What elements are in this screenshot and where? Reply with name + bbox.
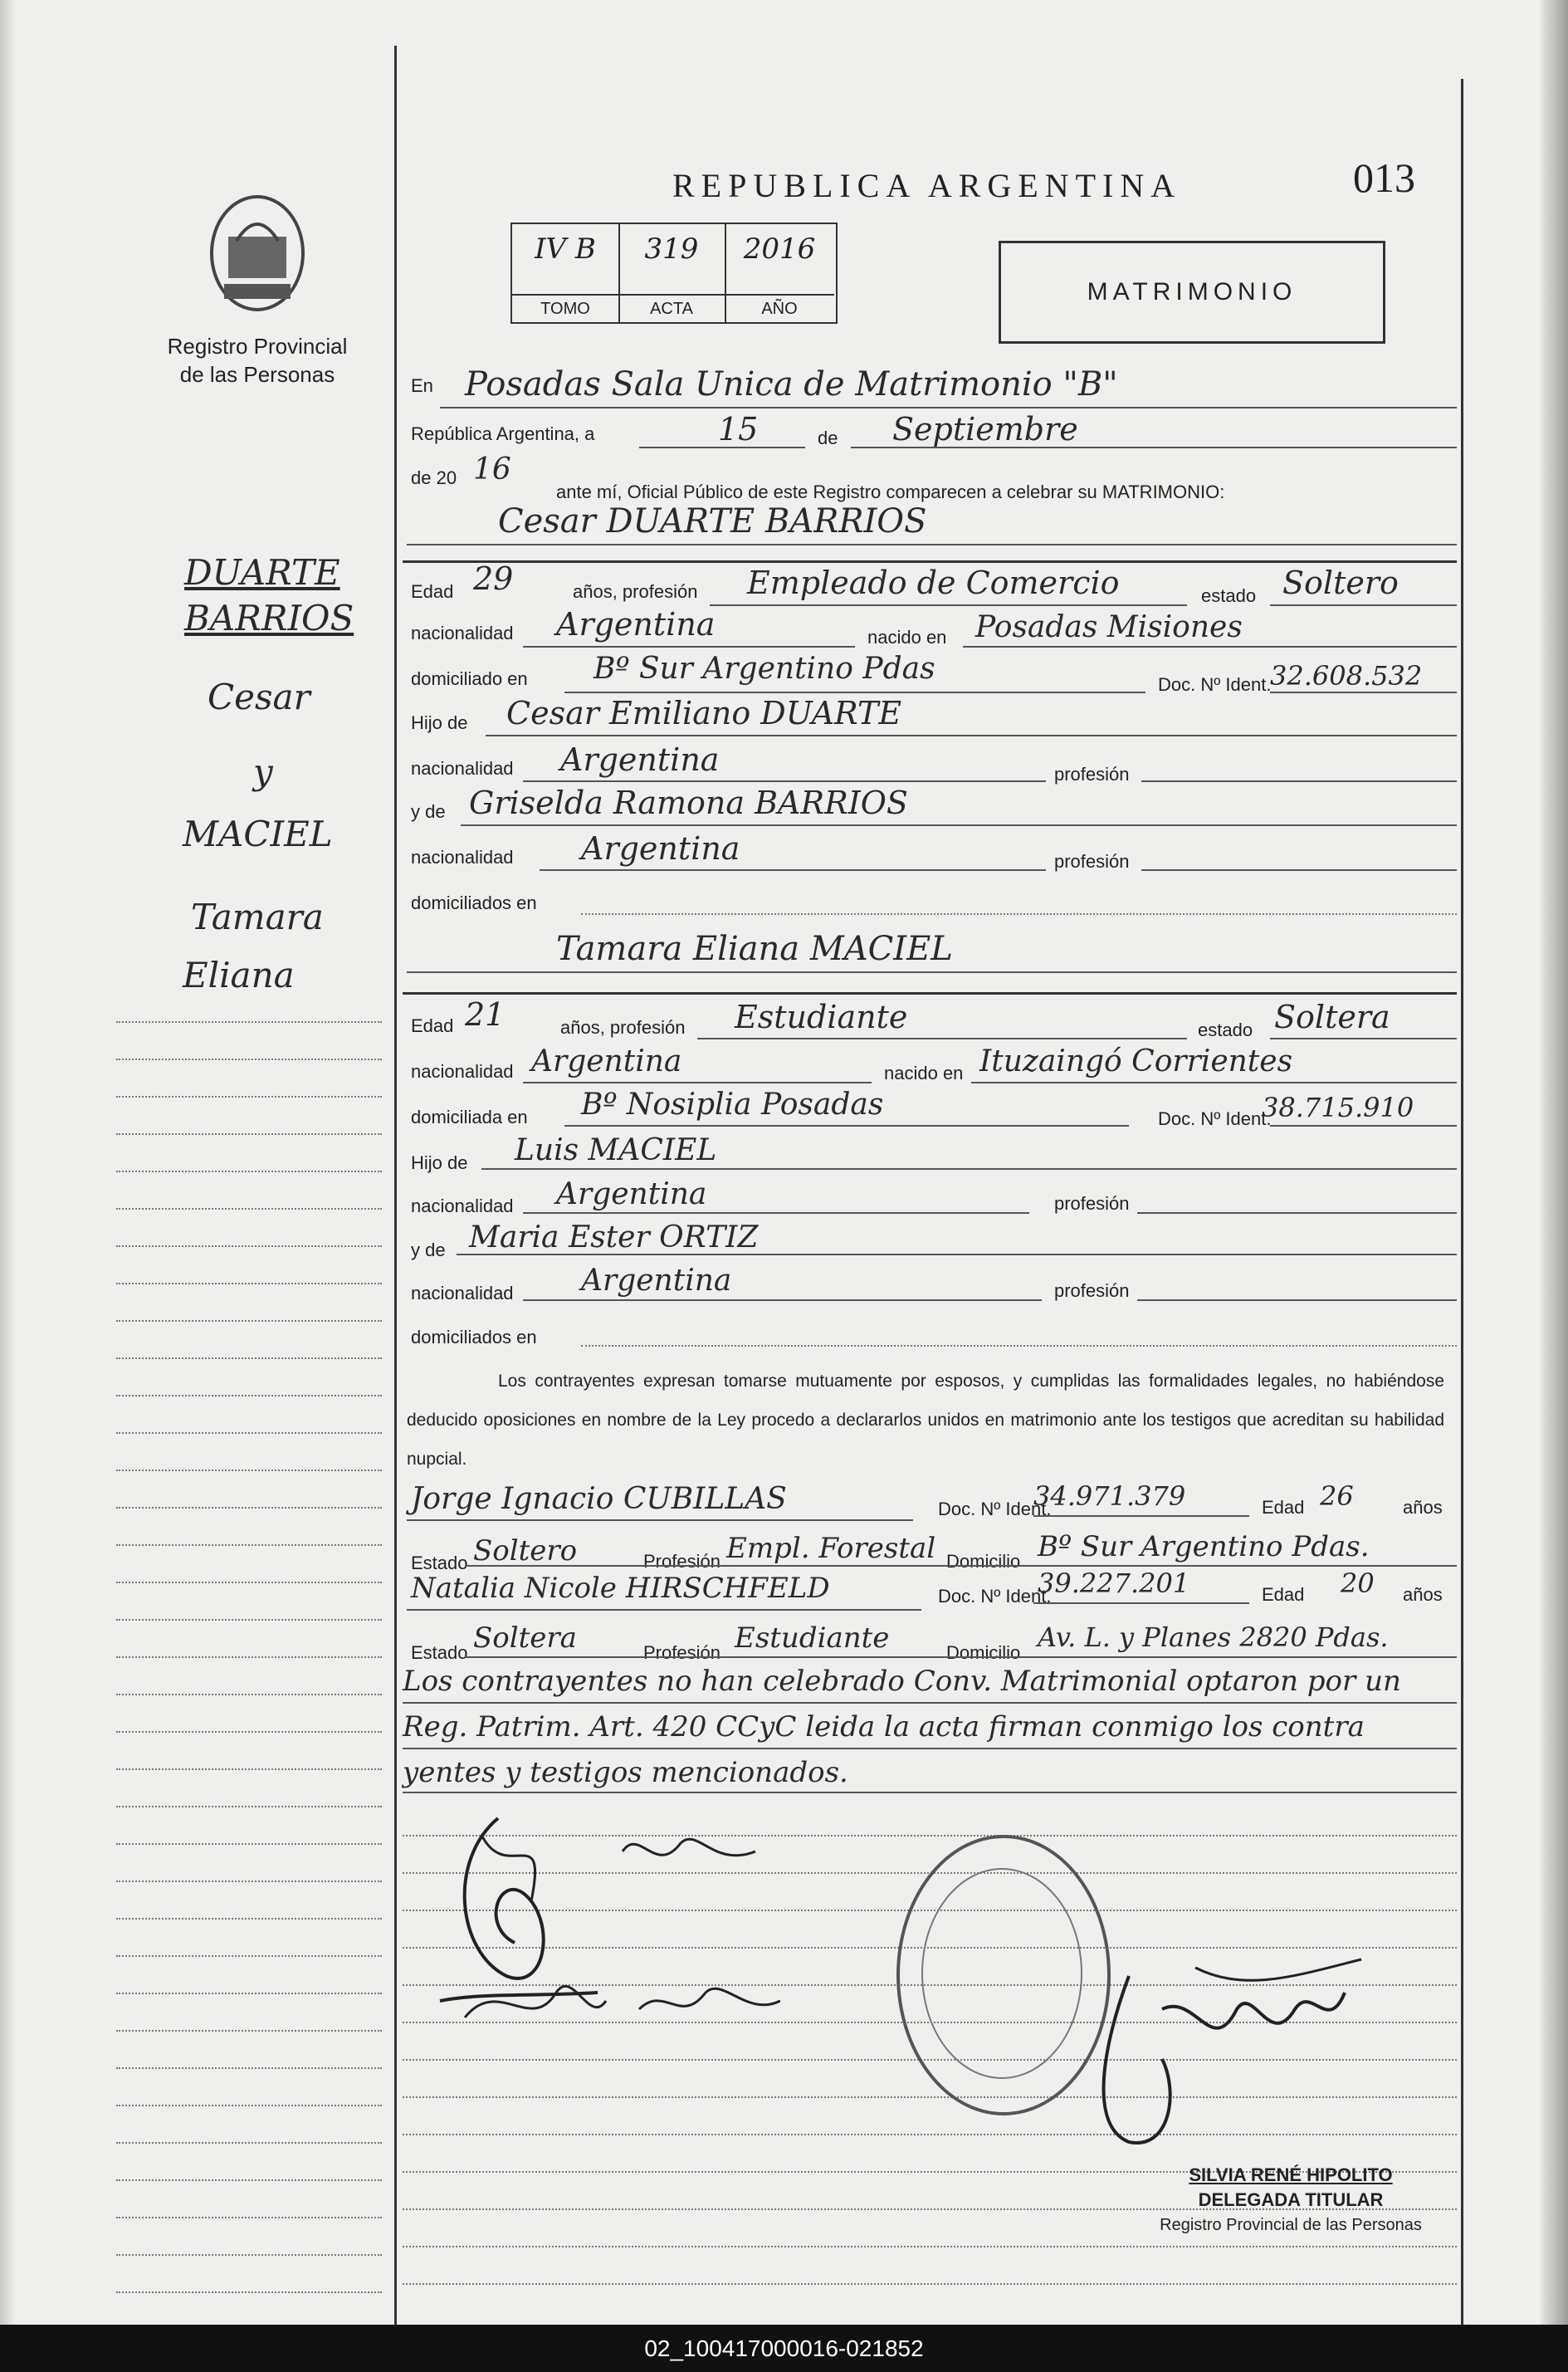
bride-hijo-label: Hijo de [411,1152,468,1173]
year-prefix: de 20 [411,467,457,488]
margin-surname-1: DUARTE [184,552,340,593]
witness-1-doc: 34.971.379 [1033,1480,1186,1512]
groom-anios-label: años, profesión [573,581,698,602]
registry-label [125,332,390,389]
groom-edad: 29 [473,560,514,597]
bride-anios-label: años, profesión [560,1017,686,1038]
groom-estado-label: estado [1201,585,1257,606]
margin-rule [394,46,397,2325]
witness-2-estado: Soltera [473,1621,577,1655]
groom-padre-prof-label: profesión [1054,764,1130,785]
witness-1-estado-label: Estado [411,1553,468,1573]
groom-nac-label: nacionalidad [411,623,514,643]
bride-nacido-label: nacido en [884,1063,964,1083]
bride-padre-prof-label: profesión [1054,1193,1130,1214]
tomo-acta-anio-box [510,223,838,324]
spouse-signatures-icon [432,1785,780,2101]
act-place: Posadas Sala Unica de Matrimonio "B" [465,365,1118,403]
margin-ruling-line [116,1470,382,1471]
margin-surname-3: MACIEL [183,814,333,854]
declaration-text: Los contrayentes expresan tomarse mutuamente por esposos, y cumplidas las formalidades legales, no habiéndose deducido oposiciones en nombre de la Ley procedo a declararlos unidos en matrimonio ante los testigos que acreditan su habilidad nupcial. [407,1372,1444,1469]
bride-doc-label: Doc. Nº Ident. [1158,1108,1272,1129]
witness-1-prof-label: Profesión [643,1551,720,1572]
witness-2-anios-label: años [1403,1584,1443,1605]
margin-ruling-line [116,1731,382,1733]
margin-ruling-line [116,1993,382,1994]
margin-ruling-line [116,1619,382,1621]
groom-doms-label: domiciliados en [411,893,537,913]
official-title: DELEGADA TITULAR [1198,2189,1384,2210]
act-year: 16 [473,452,511,487]
groom-madre-prof-label: profesión [1054,851,1130,872]
bride-madre-nac: Argentina [581,1264,732,1298]
margin-ruling-line [116,1432,382,1434]
stamp-inner-ring-icon [921,1868,1082,2079]
witness-2-edad-label: Edad [1262,1584,1305,1605]
official-office: Registro Provincial de las Personas [1160,2216,1422,2234]
margin-name-2: Tamara [191,897,324,937]
margin-ruling-line [116,1320,382,1322]
groom-domicilio: Bº Sur Argentino Pdas [593,652,935,686]
bride-madre-prof-label: profesión [1054,1280,1130,1301]
misiones-seal-icon [203,191,311,315]
witness-2-dom-label: Domicilio [946,1642,1021,1663]
margin-ruling-line [116,2142,382,2144]
bride-madre: Maria Ester ORTIZ [469,1220,759,1254]
margin-ruling-line [116,2217,382,2218]
bride-estado: Soltera [1274,999,1390,1035]
right-rule [1461,79,1463,2325]
act-day: 15 [718,411,759,448]
margin-ruling-line [116,1096,382,1098]
margin-ruling-line [116,1880,382,1882]
section-separator [403,560,1457,563]
margin-ruling-line [116,1806,382,1807]
acta-label: ACTA [618,294,725,322]
witness-2-edad: 20 [1341,1567,1375,1599]
bride-nacido: Ituzaingó Corrientes [979,1044,1293,1078]
bride-doc: 38.715.910 [1262,1092,1414,1123]
margin-ruling-line [116,1133,382,1135]
margin-ruling-line [116,1021,382,1023]
margin-ruling-line [116,2254,382,2256]
groom-hijo-label: Hijo de [411,712,468,733]
note-line-3: yentes y testigos mencionados. [403,1756,848,1789]
margin-ruling-line [116,1208,382,1210]
margin-ruling-line [116,1843,382,1845]
witness-1-anios-label: años [1403,1497,1443,1518]
bride-nac-label: nacionalidad [411,1061,514,1082]
witness-2-domicilio: Av. L. y Planes 2820 Pdas. [1038,1621,1389,1653]
witness-2-doc-label: Doc. Nº Ident. [938,1586,1052,1607]
groom-nacido: Posadas Misiones [975,610,1243,644]
margin-ruling-line [116,2179,382,2181]
note-line-2: Reg. Patrim. Art. 420 CCyC leida la acta firman conmigo los contra [403,1710,1365,1744]
anio-label: AÑO [725,294,834,322]
groom-doc-label: Doc. Nº Ident. [1158,674,1272,695]
bride-dom-label: domiciliada en [411,1107,528,1127]
margin-ruling-line [116,1768,382,1770]
groom-nacido-label: nacido en [867,627,947,648]
groom-estado: Soltero [1282,565,1399,601]
witness-1-dom-label: Domicilio [946,1551,1021,1572]
witness-1-edad-label: Edad [1262,1497,1305,1518]
en-label: En [411,375,433,396]
groom-dom-label: domiciliado en [411,668,528,689]
margin-ruling-line [116,1245,382,1247]
groom-padre: Cesar Emiliano DUARTE [506,695,902,731]
margin-ruling-line [116,1357,382,1359]
groom-padre-nac-label: nacionalidad [411,758,514,779]
book-binding [0,0,15,2325]
body-ruling-line [403,2246,1457,2247]
witness-1-profesion: Empl. Forestal [726,1532,936,1565]
official-signature-icon [1079,1943,1378,2159]
groom-yde-label: y de [411,801,446,822]
republic-label: República Argentina, a [411,423,595,444]
page-title: REPUBLICA ARGENTINA [672,167,1182,204]
witness-1-edad: 26 [1320,1480,1354,1512]
body-ruling-line [403,2283,1457,2285]
act-month: Septiembre [892,411,1078,448]
de-label: de [818,428,838,448]
tomo-value: IV B [535,232,596,266]
note-line-1: Los contrayentes no han celebrado Conv. Matrimonial optaron por un [403,1665,1401,1698]
margin-and: y [253,751,273,792]
bride-estado-label: estado [1198,1020,1253,1040]
margin-ruling-line [116,2105,382,2106]
witness-2-profesion: Estudiante [735,1621,890,1655]
margin-ruling-line [116,1955,382,1957]
groom-madre-nac-label: nacionalidad [411,847,514,868]
witness-1-doc-label: Doc. Nº Ident. [938,1499,1052,1519]
registry-line2: de las Personas [179,362,335,387]
bride-padre: Luis MACIEL [515,1133,717,1167]
bride-padre-nac-label: nacionalidad [411,1196,514,1216]
official-name: SILVIA RENÉ HIPOLITO [1189,2164,1393,2185]
margin-name-3: Eliana [183,955,295,995]
official-block [1137,2163,1444,2238]
margin-ruling-line [116,1171,382,1172]
margin-ruling-line [116,2030,382,2032]
groom-nacionalidad: Argentina [556,606,716,643]
witness-1-domicilio: Bº Sur Argentino Pdas. [1038,1530,1370,1563]
groom-edad-label: Edad [411,581,454,602]
anio-value: 2016 [743,232,816,266]
margin-ruling-line [116,2291,382,2293]
groom-madre: Griselda Ramona BARRIOS [469,785,908,821]
witness-2-name: Natalia Nicole HIRSCHFELD [411,1572,830,1605]
margin-ruling-line [116,1507,382,1509]
footer-id: 02_100417000016-021852 [0,2325,1568,2372]
bride-edad: 21 [465,996,506,1033]
margin-ruling-line [116,1059,382,1060]
bride-domicilio: Bº Nosiplia Posadas [581,1088,884,1122]
bride-padre-nac: Argentina [556,1177,707,1211]
margin-ruling-line [116,1544,382,1546]
witness-1-estado: Soltero [473,1534,578,1567]
bride-doms-label: domiciliados en [411,1327,537,1347]
margin-ruling-line [116,1283,382,1284]
folio-number: 013 [1353,154,1415,201]
bride-profesion: Estudiante [735,999,908,1035]
witness-2-doc: 39.227.201 [1038,1567,1190,1599]
margin-ruling-line [116,2067,382,2069]
acta-value: 319 [644,232,699,266]
margin-ruling-line [116,1694,382,1695]
margin-surname-2: BARRIOS [184,598,354,638]
bride-nacionalidad: Argentina [531,1044,682,1078]
margin-ruling-line [116,1918,382,1920]
groom-madre-nac: Argentina [581,830,740,867]
margin-name-1: Cesar [208,677,310,717]
section-separator [403,992,1457,995]
groom-profesion: Empleado de Comercio [747,565,1120,601]
witness-2-prof-label: Profesión [643,1642,720,1663]
tomo-label: TOMO [512,294,618,322]
registry-line1: Registro Provincial [167,334,348,359]
witness-2-estado-label: Estado [411,1642,468,1663]
act-intro: ante mí, Oficial Público de este Registro comparecen a celebrar su MATRIMONIO: [556,482,1225,502]
document-type-box: MATRIMONIO [999,241,1385,344]
bride-name: Tamara Eliana MACIEL [556,930,953,968]
page-edge [1540,0,1568,2325]
groom-padre-nac: Argentina [560,741,720,778]
groom-doc: 32.608.532 [1270,660,1423,692]
margin-ruling-line [116,1395,382,1396]
bride-edad-label: Edad [411,1015,454,1036]
witness-1-name: Jorge Ignacio CUBILLAS [411,1482,787,1516]
bride-yde-label: y de [411,1240,446,1260]
margin-ruling-line [116,1582,382,1583]
bride-madre-nac-label: nacionalidad [411,1283,514,1303]
groom-name: Cesar DUARTE BARRIOS [498,502,927,540]
margin-ruling-line [116,1656,382,1658]
